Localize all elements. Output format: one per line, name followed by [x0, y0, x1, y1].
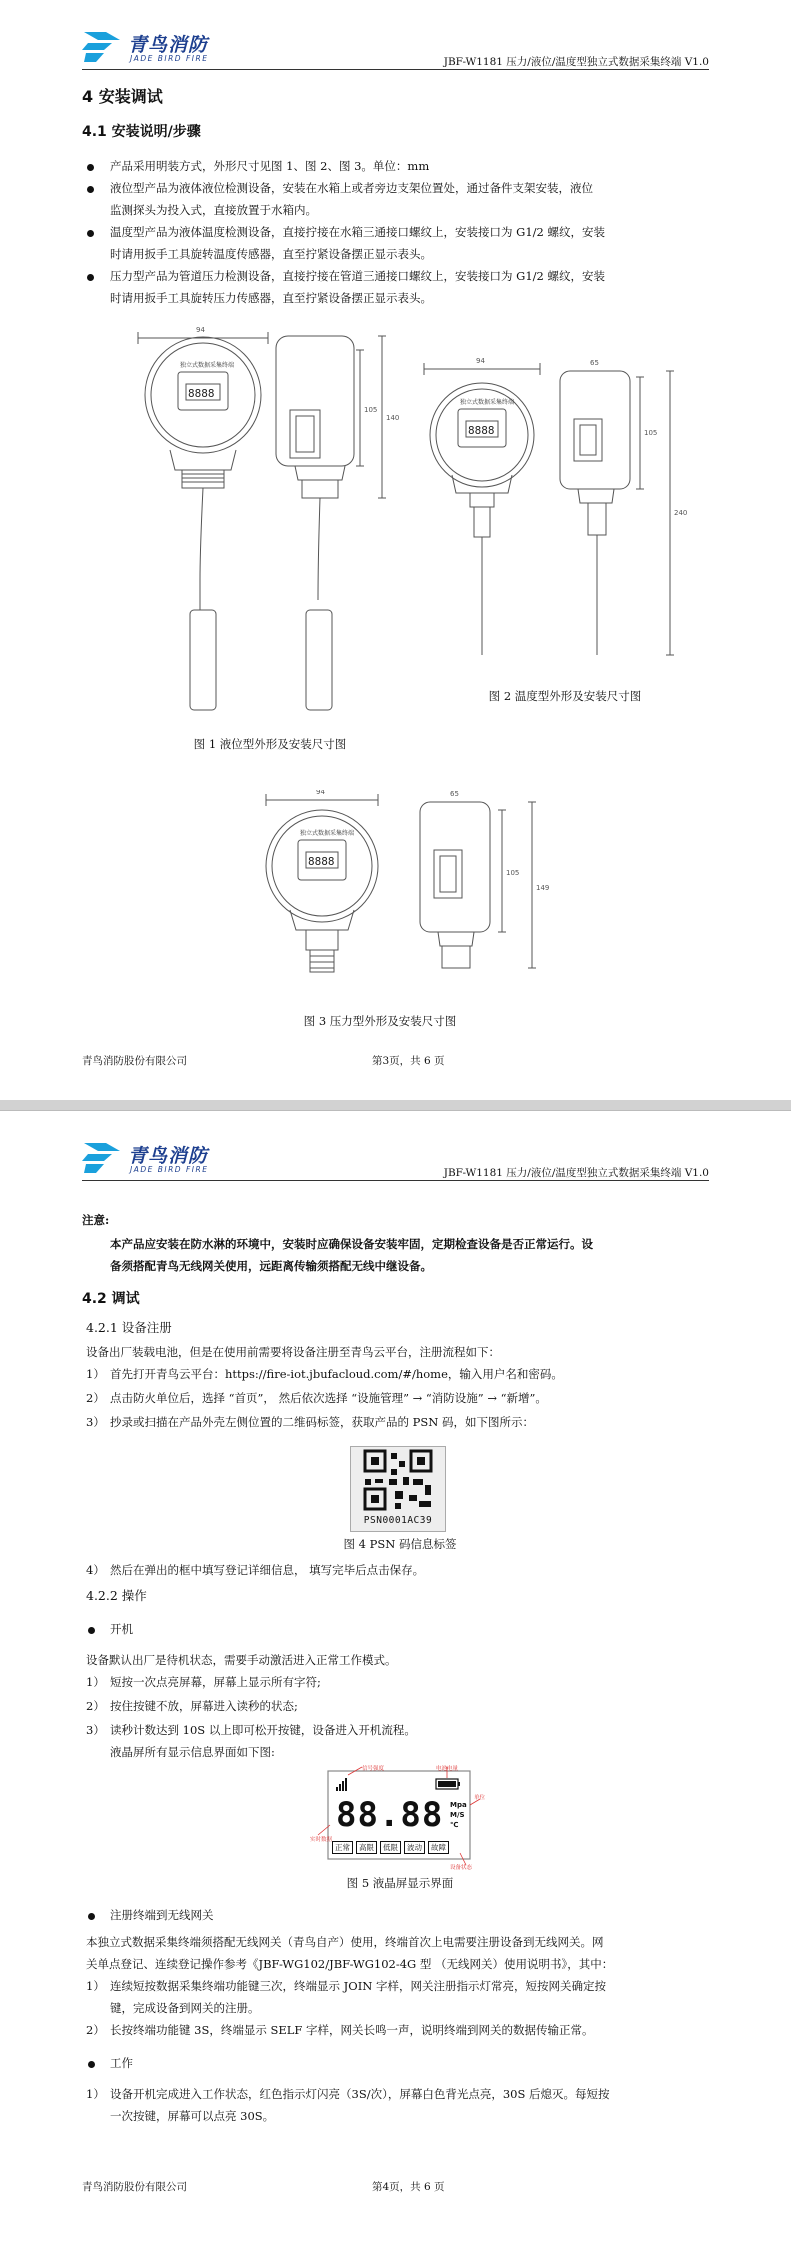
- section-heading: 4 安装调试: [82, 87, 163, 106]
- figure-2-drawing: [410, 355, 690, 685]
- panel-title: 独立式数据采集终端: [460, 399, 515, 406]
- step-text: 抄录或扫描在产品外壳左侧位置的二维码标签，获取产品的 PSN 码，如下图所示：: [110, 1415, 534, 1429]
- page-header: [82, 1139, 709, 1181]
- bullet-icon: [87, 230, 94, 237]
- dim-height-label: 105: [506, 869, 520, 877]
- subsection-heading: 4.2 调试: [82, 1291, 140, 1307]
- subsection-heading: 4.1 安装说明/步骤: [82, 124, 201, 140]
- brand-name-en: JADE BIRD FIRE: [130, 54, 209, 63]
- step-number: 1）: [86, 1675, 105, 1689]
- paragraph: 设备默认出厂是待机状态，需要手动激活进入正常工作模式。: [86, 1653, 397, 1667]
- paragraph: 本独立式数据采集终端须搭配无线网关（青鸟自产）使用，终端首次上电需要注册设备到无线网关。网: [86, 1935, 604, 1949]
- bird-logo-icon: [82, 30, 122, 64]
- dim-width-label: 94: [196, 326, 205, 334]
- document-title: JBF-W1181 压力/液位/温度型独立式数据采集终端 V1.0: [443, 1167, 709, 1179]
- brand-name-en: JADE BIRD FIRE: [130, 1165, 209, 1174]
- bullet-text: 时请用扳手工具旋转压力传感器，直至拧紧设备摆正显示表头。: [110, 291, 432, 305]
- lcd-display-figure: [310, 1765, 490, 1870]
- lcd-status-fault: 故障: [428, 1841, 449, 1854]
- dim-height-label: 105: [364, 406, 378, 414]
- battery-annotation: 电池电量: [436, 1766, 459, 1772]
- footer-company: 青鸟消防股份有限公司: [82, 2181, 187, 2193]
- brand-name: 青鸟消防: [128, 34, 209, 56]
- step-text: 然后在弹出的框中填写登记详细信息， 填写完毕后点击保存。: [110, 1563, 425, 1577]
- figure-3-drawing: [250, 790, 560, 1010]
- bullet-icon: [88, 1627, 95, 1634]
- step-text: 读秒计数达到 10S 以上即可松开按键，设备进入开机流程。: [110, 1723, 416, 1737]
- psn-qr-label: [350, 1446, 446, 1532]
- step-number: 3）: [86, 1415, 105, 1429]
- bullet-icon: [87, 274, 94, 281]
- lcd-status-fluctuate: 波动: [404, 1841, 425, 1854]
- footer-company: 青鸟消防股份有限公司: [82, 1055, 187, 1067]
- subsubsection-heading: 4.2.2 操作: [86, 1588, 147, 1603]
- note-text: 备须搭配青鸟无线网关使用，远距离传输须搭配无线中继设备。: [110, 1259, 432, 1273]
- bullet-icon: [88, 2061, 95, 2068]
- status-annotation: 设备状态: [450, 1865, 473, 1870]
- figure-3-caption: 图 3 压力型外形及安装尺寸图: [303, 1014, 457, 1028]
- bullet-icon: [87, 186, 94, 193]
- lcd-status-high: 高限: [356, 1841, 377, 1854]
- figure-2-caption: 图 2 温度型外形及安装尺寸图: [488, 689, 642, 703]
- step-text: 点击防火单位后，选择 “首页”， 然后依次选择 “设施管理” → “消防设施” → “新增”。: [110, 1391, 547, 1405]
- dim-height-label: 140: [386, 414, 400, 422]
- unit-annotation: 单位: [474, 1795, 486, 1801]
- bullet-text: 温度型产品为液体温度检测设备，直接拧接在水箱三通接口螺纹上，安装接口为 G1/2 螺纹，安装: [110, 225, 606, 239]
- step-text: 连续短按数据采集终端功能键三次，终端显示 JOIN 字样，网关注册指示灯常亮，短按网关确定按: [110, 1979, 606, 1993]
- lcd-status-low: 低限: [380, 1841, 401, 1854]
- bullet-icon: [88, 1913, 95, 1920]
- dim-height-label: 149: [536, 884, 550, 892]
- step-number: 2）: [86, 1699, 105, 1713]
- dim-depth-label: 65: [590, 359, 599, 367]
- step-text: 一次按键，屏幕可以点亮 30S。: [110, 2109, 275, 2123]
- panel-title: 独立式数据采集终端: [180, 362, 235, 369]
- figure-4-caption: 图 4 PSN 码信息标签: [343, 1537, 457, 1551]
- page-number: 第4页，共 6 页: [372, 2181, 445, 2193]
- bullet-text: 监测探头为投入式，直接放置于水箱内。: [110, 203, 317, 217]
- step-number: 1）: [86, 1367, 105, 1381]
- note-text: 本产品应安装在防水淋的环境中，安装时应确保设备安装牢固，定期检查设备是否正常运行。设: [110, 1237, 593, 1251]
- value-annotation: 实时数据: [310, 1837, 333, 1843]
- dim-height-label: 105: [644, 429, 658, 437]
- lcd-digits: 88.88: [336, 1795, 444, 1835]
- bullet-icon: [87, 164, 94, 171]
- bullet-text: 压力型产品为管道压力检测设备，直接拧接在管道三通接口螺纹上，安装接口为 G1/2 螺纹，安装: [110, 269, 606, 283]
- paragraph: 关单点登记、连续登记操作参考《JBF-WG102/JBF-WG102-4G 型 （无线网关）使用说明书》，其中：: [86, 1957, 614, 1971]
- figure-1-caption: 图 1 液位型外形及安装尺寸图: [193, 737, 347, 751]
- step-number: 3）: [86, 1723, 105, 1737]
- dim-depth-label: 65: [450, 790, 459, 798]
- bullet-heading: 注册终端到无线网关: [110, 1908, 214, 1922]
- lcd-status-normal: 正常: [332, 1841, 353, 1854]
- brand-logo: [82, 28, 242, 68]
- figure-1-drawing: [120, 320, 400, 730]
- document-title: JBF-W1181 压力/液位/温度型独立式数据采集终端 V1.0: [443, 56, 709, 68]
- step-text: 短按一次点亮屏幕，屏幕上显示所有字符;: [110, 1675, 321, 1689]
- psn-code: PSN0001AC39: [363, 1515, 433, 1526]
- bullet-heading: 开机: [110, 1622, 133, 1636]
- svg-text:8888: 8888: [308, 855, 335, 868]
- bird-logo-icon: [82, 1141, 122, 1175]
- page-header: [82, 28, 709, 70]
- signal-annotation: 信号强度: [362, 1766, 385, 1772]
- brand-logo: [82, 1139, 242, 1179]
- bullet-text: 液位型产品为液体液位检测设备，安装在水箱上或者旁边支架位置处，通过备件支架安装，液位: [110, 181, 593, 195]
- subsubsection-heading: 4.2.1 设备注册: [86, 1320, 172, 1335]
- lcd-unit-mpa: Mpa: [450, 1801, 467, 1809]
- svg-text:8888: 8888: [188, 387, 215, 400]
- page-3: [0, 0, 791, 1100]
- step-number: 1）: [86, 1979, 105, 1993]
- lcd-status-row: [332, 1841, 449, 1854]
- dim-width-label: 94: [316, 790, 325, 796]
- step-text: 首先打开青鸟云平台：https://fire-iot.jbufacloud.com/#/home，输入用户名和密码。: [110, 1367, 563, 1381]
- step-number: 1）: [86, 2087, 105, 2101]
- dim-width-label: 94: [476, 357, 485, 365]
- figure-5-caption: 图 5 液晶屏显示界面: [346, 1876, 454, 1890]
- page-number: 第3页，共 6 页: [372, 1055, 445, 1067]
- step-number: 4）: [86, 1563, 105, 1577]
- step-text: 键，完成设备到网关的注册。: [110, 2001, 260, 2015]
- note-label: 注意:: [82, 1213, 110, 1227]
- qr-code-icon: [351, 1449, 445, 1513]
- step-text: 液晶屏所有显示信息界面如下图:: [110, 1745, 275, 1759]
- step-text: 按住按键不放，屏幕进入读秒的状态;: [110, 1699, 298, 1713]
- dim-height-label: 240: [674, 509, 688, 517]
- step-text: 设备开机完成进入工作状态，红色指示灯闪亮（3S/次），屏幕白色背光点亮，30S 后熄灭。每短按: [110, 2087, 610, 2101]
- brand-name: 青鸟消防: [128, 1145, 209, 1167]
- panel-title: 独立式数据采集终端: [300, 830, 355, 837]
- bullet-text: 产品采用明装方式，外形尺寸见图 1、图 2、图 3。单位：mm: [110, 159, 430, 173]
- bullet-text: 时请用扳手工具旋转温度传感器，直至拧紧设备摆正显示表头。: [110, 247, 432, 261]
- step-number: 2）: [86, 1391, 105, 1405]
- bullet-heading: 工作: [110, 2056, 133, 2070]
- lcd-unit-ms: M/S: [450, 1811, 465, 1819]
- svg-text:8888: 8888: [468, 424, 495, 437]
- step-text: 长按终端功能键 3S，终端显示 SELF 字样，网关长鸣一声，说明终端到网关的数据传输正常。: [110, 2023, 594, 2037]
- paragraph: 设备出厂装载电池，但是在使用前需要将设备注册至青鸟云平台，注册流程如下：: [86, 1345, 500, 1359]
- lcd-unit-celsius: ℃: [450, 1821, 459, 1829]
- step-number: 2）: [86, 2023, 105, 2037]
